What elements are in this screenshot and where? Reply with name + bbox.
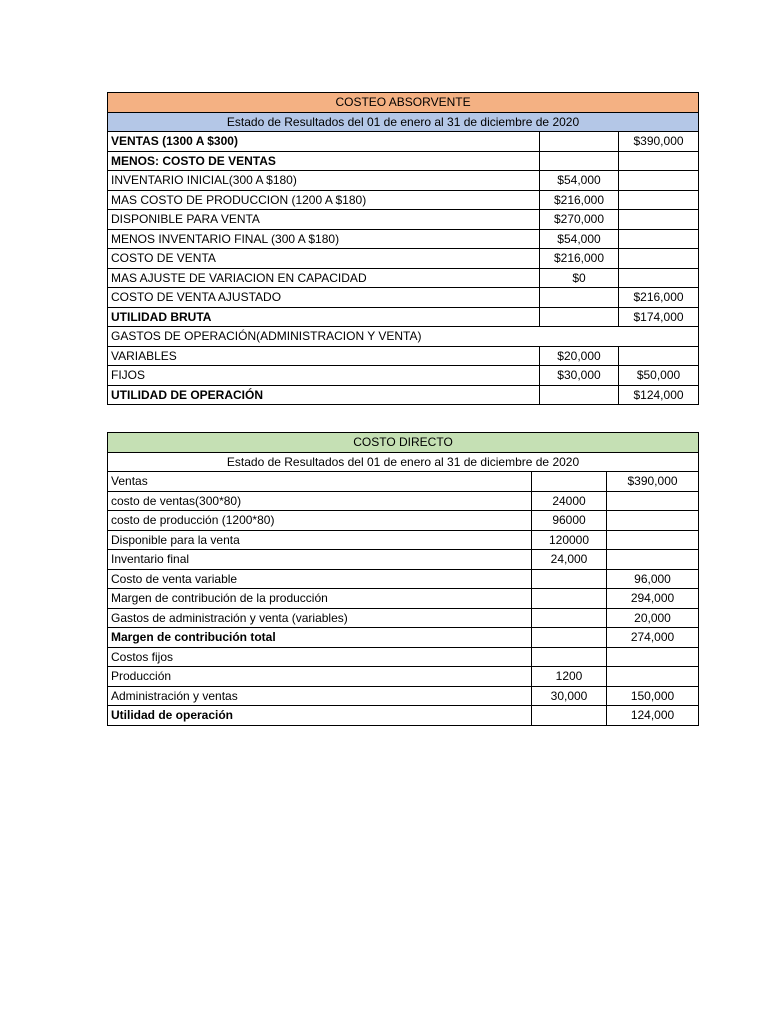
row-value-2: $390,000 [607,472,699,492]
row-value-1 [532,608,607,628]
table-subtitle: Estado de Resultados del 01 de enero al 31 de diciembre de 2020 [108,452,699,472]
row-value-1: 120000 [532,530,607,550]
row-label: UTILIDAD BRUTA [108,307,540,327]
row-label: COSTO DE VENTA AJUSTADO [108,288,540,308]
row-label: MENOS: COSTO DE VENTAS [108,151,540,171]
row-value-1: 24000 [532,491,607,511]
row-label: Disponible para la venta [108,530,532,550]
row-value-2 [619,249,699,269]
row-value-1 [540,151,619,171]
row-label: Gastos de administración y venta (variables) [108,608,532,628]
row-value-2 [619,346,699,366]
row-value-2: 294,000 [607,589,699,609]
table-row [108,385,699,405]
table-title-row [108,433,699,453]
row-value-1: 24,000 [532,550,607,570]
table-row [108,132,699,152]
table-row [108,511,699,531]
row-value-2 [619,229,699,249]
table-row [108,151,699,171]
row-value-1 [532,472,607,492]
row-label: GASTOS DE OPERACIÓN(ADMINISTRACION Y VENTA) [108,327,699,347]
row-value-2 [619,190,699,210]
table-row [108,210,699,230]
row-value-1 [532,706,607,726]
row-label: costo de producción (1200*80) [108,511,532,531]
row-value-1: $54,000 [540,229,619,249]
row-value-2: 20,000 [607,608,699,628]
table-subtitle: Estado de Resultados del 01 de enero al 31 de diciembre de 2020 [108,112,699,132]
costeo-absorvente-body [108,93,699,405]
row-value-2 [607,491,699,511]
row-value-2: $50,000 [619,366,699,386]
row-label: VARIABLES [108,346,540,366]
table-subtitle-row [108,452,699,472]
row-value-2 [619,268,699,288]
table-row [108,268,699,288]
row-value-1 [540,385,619,405]
row-label: Ventas [108,472,532,492]
row-value-1 [540,132,619,152]
row-label: MAS AJUSTE DE VARIACION EN CAPACIDAD [108,268,540,288]
row-label: COSTO DE VENTA [108,249,540,269]
row-value-1 [540,288,619,308]
row-value-2 [607,530,699,550]
row-label: UTILIDAD DE OPERACIÓN [108,385,540,405]
table-row [108,190,699,210]
row-label: Margen de contribución total [108,628,532,648]
table-row [108,491,699,511]
row-value-2: $124,000 [619,385,699,405]
row-value-2: 150,000 [607,686,699,706]
row-label: DISPONIBLE PARA VENTA [108,210,540,230]
table-row [108,472,699,492]
row-label: Costos fijos [108,647,532,667]
table-row [108,647,699,667]
table-row [108,249,699,269]
row-value-2: $216,000 [619,288,699,308]
row-value-1: 96000 [532,511,607,531]
row-value-1: $0 [540,268,619,288]
table-row [108,706,699,726]
table-row [108,530,699,550]
row-value-2 [619,210,699,230]
table-row [108,366,699,386]
row-label: Utilidad de operación [108,706,532,726]
row-value-1: $216,000 [540,190,619,210]
table-title: COSTEO ABSORVENTE [108,93,699,113]
row-value-1: 30,000 [532,686,607,706]
row-value-1 [532,589,607,609]
row-value-2 [607,667,699,687]
row-label: MENOS INVENTARIO FINAL (300 A $180) [108,229,540,249]
row-label: Administración y ventas [108,686,532,706]
table-row [108,667,699,687]
row-value-1 [532,569,607,589]
table-row [108,686,699,706]
row-value-2: $390,000 [619,132,699,152]
row-label: Inventario final [108,550,532,570]
table-row [108,327,699,347]
row-value-1 [540,307,619,327]
table-row [108,569,699,589]
row-value-2 [619,151,699,171]
row-label: FIJOS [108,366,540,386]
row-value-1: $216,000 [540,249,619,269]
row-value-2 [607,647,699,667]
table-row [108,171,699,191]
row-label: costo de ventas(300*80) [108,491,532,511]
row-value-1 [532,647,607,667]
row-label: Producción [108,667,532,687]
row-value-1: $20,000 [540,346,619,366]
row-label: Costo de venta variable [108,569,532,589]
table-row [108,589,699,609]
row-value-2: 274,000 [607,628,699,648]
table-title: COSTO DIRECTO [108,433,699,453]
row-value-1: $54,000 [540,171,619,191]
row-value-2 [607,511,699,531]
table-title-row [108,93,699,113]
table-row [108,288,699,308]
table-row [108,229,699,249]
costeo-absorvente-table [107,92,699,405]
costo-directo-body [108,433,699,726]
row-value-2: 124,000 [607,706,699,726]
row-value-1: $270,000 [540,210,619,230]
row-value-2 [607,550,699,570]
row-value-1: 1200 [532,667,607,687]
row-value-2: 96,000 [607,569,699,589]
table-row [108,608,699,628]
table-row [108,550,699,570]
row-label: INVENTARIO INICIAL(300 A $180) [108,171,540,191]
row-value-2 [619,171,699,191]
table-row [108,307,699,327]
costo-directo-table [107,432,699,726]
row-label: VENTAS (1300 A $300) [108,132,540,152]
table-row [108,346,699,366]
row-value-1: $30,000 [540,366,619,386]
row-label: MAS COSTO DE PRODUCCION (1200 A $180) [108,190,540,210]
table-subtitle-row [108,112,699,132]
table-row [108,628,699,648]
row-value-1 [532,628,607,648]
row-value-2: $174,000 [619,307,699,327]
row-label: Margen de contribución de la producción [108,589,532,609]
